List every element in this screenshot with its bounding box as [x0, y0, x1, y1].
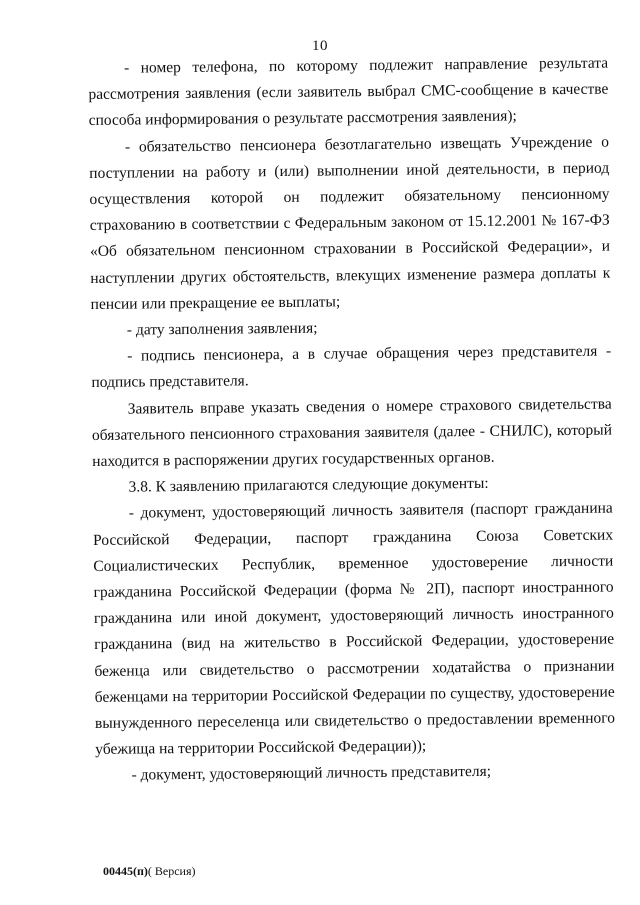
paragraph-application-date: - дату заполнения заявления;: [126, 319, 318, 339]
paragraph-snils: Заявитель вправе указать сведения о номере страхового свидетельства обязательного пенсионного страхования заявителя (далее - СНИЛС), который находится в распоряжении других государственных органов.: [91, 395, 613, 471]
paragraph-phone-number: - номер телефона, по которому подлежит направление результата рассмотрения заявления (если заявитель выбрал СМС-сообщение в качестве способа информирования о результате рассмотрения заявления);: [88, 54, 609, 130]
footer-document-code: [103, 864, 196, 879]
paragraph-signature: - подпись пенсионера, а в случае обращения через представителя - подпись представителя.: [91, 342, 612, 392]
paragraph-section-3-8: 3.8. К заявлению прилагаются следующие документы:: [128, 475, 489, 496]
paragraph-pensioner-obligation: - обязательство пенсионера безотлагательно извещать Учреждение о поступлении на работу и (или) выполнении иной деятельности, в период осуществления которой он подлежит обязательному пенсионному страхованию в соответствии с Федеральным законом от 15.12.2001 № 167-ФЗ «Об обязательном пенсионном страховании в Российской Федерации», и наступлении других обстоятельств, влекущих изменение размера доплаты к пенсии или прекращение ее выплаты;: [89, 133, 611, 313]
footer-version: ( Версия): [147, 864, 196, 878]
paragraph-identity-document: - документ, удостоверяющий личность заявителя (паспорт гражданина Российской Федерации, паспорт гражданина Союза Советских Социалистических Республик, временное удостоверение личности гражданина Российской Федерации (форма № 2П), паспорт иностранного гражданина или иной документ, удостоверяющий личность иностранного гражданина (вид на жительство в Российской Федерации, удостоверение беженца или свидетельство о рассмотрении ходатайства о признании беженцами на территории Российской Федерации по существу, удостоверение вынужденного переселенца или свидетельство о предоставлении временного убежища на территории Российской Федерации));: [92, 499, 616, 759]
paragraph-representative-document: - документ, удостоверяющий личность представителя;: [131, 763, 492, 785]
document-body: [88, 51, 616, 790]
page-number: 10: [312, 38, 328, 54]
footer-code: 00445(п): [103, 864, 148, 878]
